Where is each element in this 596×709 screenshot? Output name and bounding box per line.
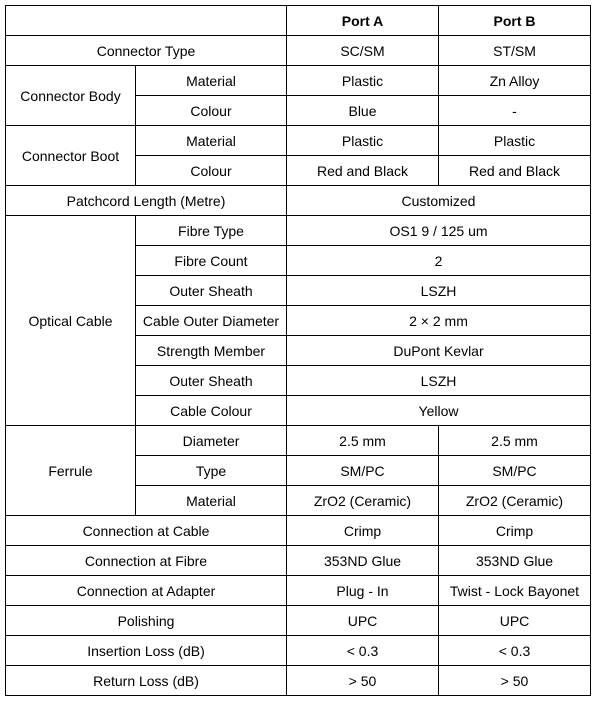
row-label: Connection at Adapter	[6, 576, 287, 606]
shared-value: OS1 9 / 125 um	[287, 216, 591, 246]
table-row	[6, 636, 591, 666]
group-label: Optical Cable	[6, 216, 136, 426]
row-sublabel: Strength Member	[136, 336, 287, 366]
table-header-row	[6, 6, 591, 36]
row-sublabel: Cable Outer Diameter	[136, 306, 287, 336]
row-label: Patchcord Length (Metre)	[6, 186, 287, 216]
row-label: Insertion Loss (dB)	[6, 636, 287, 666]
row-label: Connector Type	[6, 36, 287, 66]
port-b-value: 2.5 mm	[439, 426, 591, 456]
port-a-value: SM/PC	[287, 456, 439, 486]
port-b-value: ZrO2 (Ceramic)	[439, 486, 591, 516]
port-a-value: Plug - In	[287, 576, 439, 606]
shared-value: LSZH	[287, 366, 591, 396]
shared-value: 2	[287, 246, 591, 276]
table-row	[6, 576, 591, 606]
table-row	[6, 36, 591, 66]
row-sublabel: Colour	[136, 156, 287, 186]
port-b-value: > 50	[439, 666, 591, 696]
row-sublabel: Diameter	[136, 426, 287, 456]
port-a-value: UPC	[287, 606, 439, 636]
row-sublabel: Type	[136, 456, 287, 486]
row-sublabel: Material	[136, 486, 287, 516]
port-a-value: 353ND Glue	[287, 546, 439, 576]
table-row	[6, 186, 591, 216]
spec-table	[5, 5, 591, 696]
row-sublabel: Outer Sheath	[136, 366, 287, 396]
table-row	[6, 546, 591, 576]
header-port-a: Port A	[287, 6, 439, 36]
row-sublabel: Fibre Count	[136, 246, 287, 276]
group-label: Connector Body	[6, 66, 136, 126]
port-a-value: Plastic	[287, 126, 439, 156]
port-b-value: Twist - Lock Bayonet	[439, 576, 591, 606]
row-label: Return Loss (dB)	[6, 666, 287, 696]
port-b-value: -	[439, 96, 591, 126]
port-b-value: Plastic	[439, 126, 591, 156]
row-label: Connection at Cable	[6, 516, 287, 546]
table-row	[6, 66, 591, 96]
row-label: Polishing	[6, 606, 287, 636]
group-label: Ferrule	[6, 426, 136, 516]
port-b-value: ST/SM	[439, 36, 591, 66]
row-sublabel: Colour	[136, 96, 287, 126]
table-row	[6, 516, 591, 546]
shared-value: LSZH	[287, 276, 591, 306]
port-a-value: Red and Black	[287, 156, 439, 186]
shared-value: 2 × 2 mm	[287, 306, 591, 336]
header-port-b: Port B	[439, 6, 591, 36]
table-row	[6, 216, 591, 246]
table-row	[6, 126, 591, 156]
row-label: Connection at Fibre	[6, 546, 287, 576]
port-a-value: Plastic	[287, 66, 439, 96]
group-label: Connector Boot	[6, 126, 136, 186]
shared-value: Yellow	[287, 396, 591, 426]
shared-value: Customized	[287, 186, 591, 216]
shared-value: DuPont Kevlar	[287, 336, 591, 366]
port-b-value: < 0.3	[439, 636, 591, 666]
port-a-value: > 50	[287, 666, 439, 696]
header-blank-cell	[6, 6, 287, 36]
row-sublabel: Fibre Type	[136, 216, 287, 246]
table-row	[6, 426, 591, 456]
row-sublabel: Cable Colour	[136, 396, 287, 426]
port-a-value: < 0.3	[287, 636, 439, 666]
port-a-value: Blue	[287, 96, 439, 126]
port-b-value: Zn Alloy	[439, 66, 591, 96]
table-row	[6, 606, 591, 636]
port-a-value: SC/SM	[287, 36, 439, 66]
row-sublabel: Outer Sheath	[136, 276, 287, 306]
port-b-value: SM/PC	[439, 456, 591, 486]
table-row	[6, 666, 591, 696]
port-b-value: 353ND Glue	[439, 546, 591, 576]
port-b-value: Crimp	[439, 516, 591, 546]
port-a-value: ZrO2 (Ceramic)	[287, 486, 439, 516]
row-sublabel: Material	[136, 126, 287, 156]
row-sublabel: Material	[136, 66, 287, 96]
port-b-value: UPC	[439, 606, 591, 636]
port-a-value: Crimp	[287, 516, 439, 546]
port-b-value: Red and Black	[439, 156, 591, 186]
port-a-value: 2.5 mm	[287, 426, 439, 456]
